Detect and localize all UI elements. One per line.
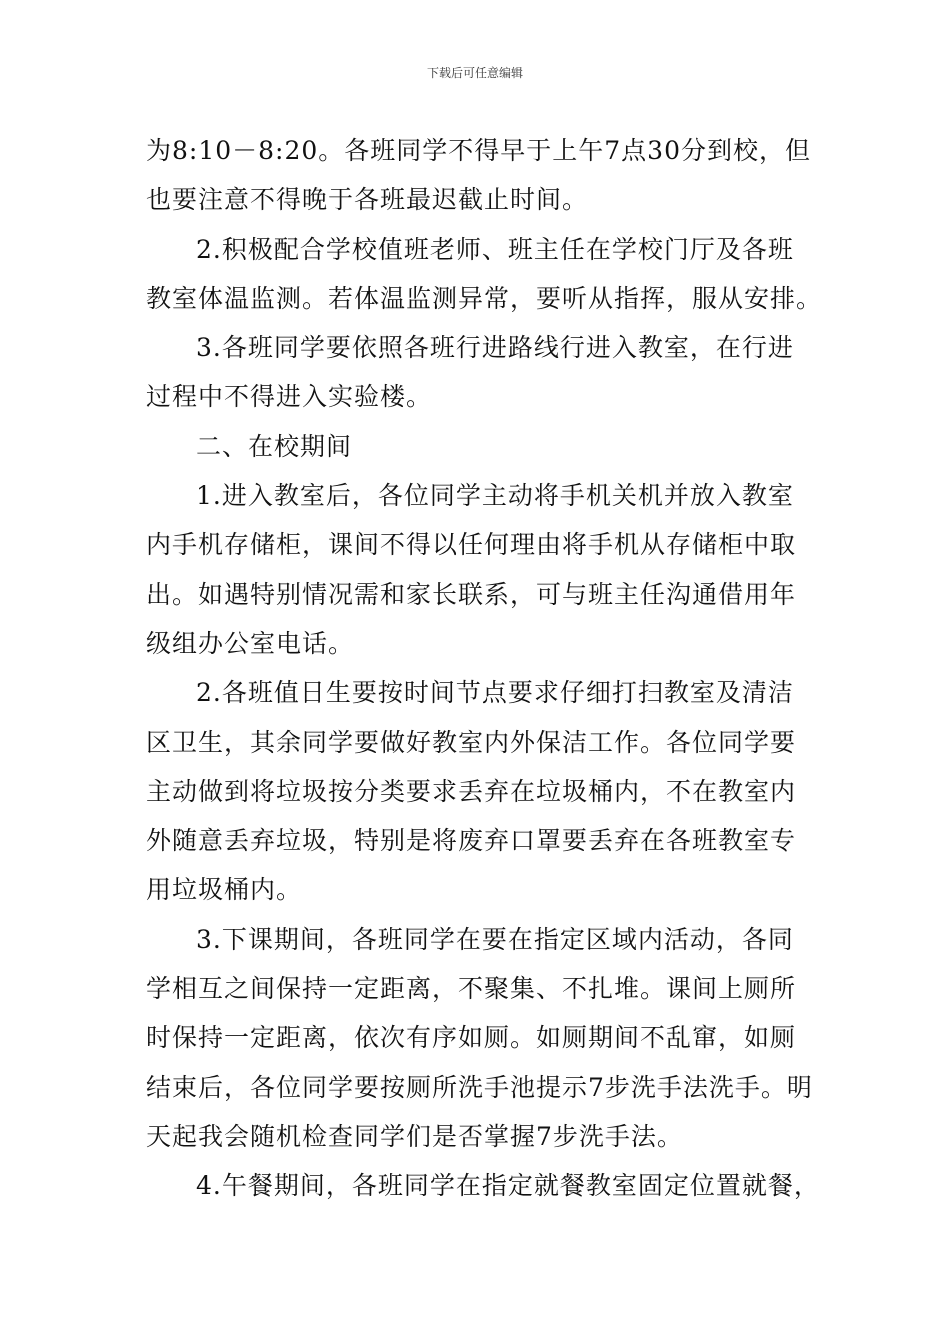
text-line: 出。如遇特别情况需和家长联系，可与班主任沟通借用年 — [146, 579, 797, 609]
text-line: 3.各班同学要依照各班行进路线行进入教室，在行进 — [196, 333, 794, 363]
text-line: 区卫生，其余同学要做好教室内外保洁工作。各位同学要 — [146, 727, 797, 757]
text-line: 天起我会随机检查同学们是否掌握7步洗手法。 — [146, 1121, 683, 1151]
document-body — [146, 126, 823, 1211]
text-line: 外随意丢弃垃圾，特别是将废弃口罩要丢弃在各班教室专 — [146, 826, 797, 856]
text-line: 结束后，各位同学要按厕所洗手池提示7步洗手法洗手。明 — [146, 1072, 813, 1102]
text-line: 4.午餐期间，各班同学在指定就餐教室固定位置就餐， — [196, 1171, 820, 1201]
text-line: 时保持一定距离，依次有序如厕。如厕期间不乱窜，如厕 — [146, 1023, 797, 1053]
page-header: 下载后可任意编辑 — [426, 66, 523, 80]
text-line: 为8:10－8:20。各班同学不得早于上午7点30分到校，但 — [146, 136, 811, 165]
text-line: 主动做到将垃圾按分类要求丢弃在垃圾桶内，不在教室内 — [146, 776, 797, 806]
text-line: 级组办公室电话。 — [146, 628, 355, 658]
text-line: 1.进入教室后，各位同学主动将手机关机并放入教室 — [196, 481, 794, 511]
text-line: 2.积极配合学校值班老师、班主任在学校门厅及各班 — [196, 234, 794, 264]
text-line: 过程中不得进入实验楼。 — [146, 382, 433, 412]
text-line: 3.下课期间，各班同学在要在指定区域内活动，各同 — [196, 924, 794, 954]
text-line: 用垃圾桶内。 — [146, 875, 303, 905]
text-line: 2.各班值日生要按时间节点要求仔细打扫教室及清洁 — [196, 678, 794, 708]
text-line: 二、在校期间 — [196, 431, 353, 461]
text-line: 内手机存储柜，课间不得以任何理由将手机从存储柜中取 — [146, 530, 797, 560]
text-line: 也要注意不得晚于各班最迟截止时间。 — [146, 185, 589, 215]
text-line: 教室体温监测。若体温监测异常，要听从指挥，服从安排。 — [146, 283, 823, 313]
text-line: 学相互之间保持一定距离，不聚集、不扎堆。课间上厕所 — [146, 974, 797, 1004]
